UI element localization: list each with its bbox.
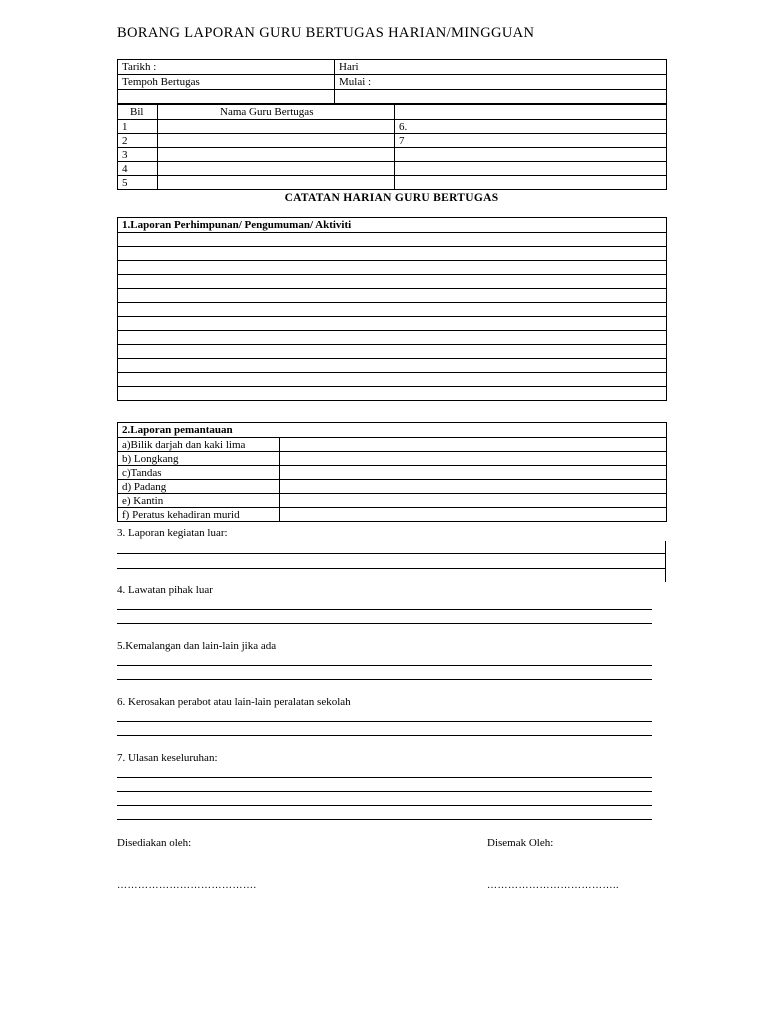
section7-label: 7. Ulasan keseluruhan:: [117, 752, 218, 764]
duty-row-number: 5: [118, 176, 158, 190]
duty-row-number: 3: [118, 148, 158, 162]
section1-blank-row: [118, 387, 667, 401]
section6-line: [117, 735, 652, 736]
section1-blank-row: [118, 289, 667, 303]
monitoring-item-value: [280, 466, 667, 480]
monitoring-item-value: [280, 452, 667, 466]
col-nama-header: Nama Guru Bertugas: [158, 105, 395, 120]
form-title: BORANG LAPORAN GURU BERTUGAS HARIAN/MINGGUAN: [117, 25, 535, 41]
monitoring-item-label: b) Longkang: [118, 452, 280, 466]
monitoring-item-value: [280, 480, 667, 494]
info-blank-cell: [118, 90, 335, 104]
duty-row-extra-cell: [395, 148, 667, 162]
section7-line: [117, 791, 652, 792]
duty-row-name-cell: [158, 134, 395, 148]
section1-blank-row: [118, 233, 667, 247]
info-blank-cell: [335, 90, 667, 104]
section3-line: [117, 568, 666, 569]
monitoring-item-value: [280, 508, 667, 522]
section3-label: 3. Laporan kegiatan luar:: [117, 527, 228, 539]
monitoring-item-label: a)Bilik darjah dan kaki lima: [118, 438, 280, 452]
monitoring-item-label: d) Padang: [118, 480, 280, 494]
duty-row-extra-cell: [395, 176, 667, 190]
section1-blank-row: [118, 345, 667, 359]
section1-blank-row: [118, 303, 667, 317]
col-extra-header: [395, 105, 667, 120]
monitoring-item-label: e) Kantin: [118, 494, 280, 508]
section6-line: [117, 721, 652, 722]
section1-blank-row: [118, 261, 667, 275]
monitoring-item-value: [280, 438, 667, 452]
hari-label: Hari: [335, 60, 667, 75]
section1-blank-row: [118, 247, 667, 261]
section4-line: [117, 623, 652, 624]
mulai-label: Mulai :: [335, 75, 667, 90]
section2-table: [117, 422, 667, 522]
section1-blank-row: [118, 275, 667, 289]
section1-blank-row: [118, 359, 667, 373]
section1-table: [117, 217, 667, 401]
section1-blank-row: [118, 331, 667, 345]
section4-label: 4. Lawatan pihak luar: [117, 584, 213, 596]
tempoh-label: Tempoh Bertugas: [118, 75, 335, 90]
section1-title: 1.Laporan Perhimpunan/ Pengumuman/ Aktiviti: [118, 218, 667, 233]
duty-row-extra-cell: [395, 162, 667, 176]
section4-line: [117, 609, 652, 610]
section7-line: [117, 777, 652, 778]
section1-blank-row: [118, 373, 667, 387]
section5-line: [117, 665, 652, 666]
section6-label: 6. Kerosakan perabot atau lain-lain peralatan sekolah: [117, 696, 351, 708]
checked-by-label: Disemak Oleh:: [487, 837, 554, 849]
duty-row-name-cell: [158, 148, 395, 162]
prepared-by-label: Disediakan oleh:: [117, 837, 192, 849]
duty-teacher-table: [117, 104, 667, 190]
duty-row-number: 2: [118, 134, 158, 148]
section3-line: [117, 553, 666, 554]
daily-notes-heading: CATATAN HARIAN GURU BERTUGAS: [284, 192, 499, 204]
monitoring-item-label: c)Tandas: [118, 466, 280, 480]
section7-line: [117, 819, 652, 820]
section5-line: [117, 679, 652, 680]
duty-row-number: 1: [118, 120, 158, 134]
section2-title: 2.Laporan pemantauan: [118, 423, 667, 438]
monitoring-item-label: f) Peratus kehadiran murid: [118, 508, 280, 522]
section5-label: 5.Kemalangan dan lain-lain jika ada: [117, 640, 277, 652]
section3-border: [665, 541, 666, 582]
tarikh-label: Tarikh :: [118, 60, 335, 75]
duty-row-extra-cell: 6.: [395, 120, 667, 134]
monitoring-item-value: [280, 494, 667, 508]
duty-row-number: 4: [118, 162, 158, 176]
duty-row-name-cell: [158, 162, 395, 176]
duty-row-extra-cell: 7: [395, 134, 667, 148]
duty-row-name-cell: [158, 120, 395, 134]
duty-row-name-cell: [158, 176, 395, 190]
checked-signature-line: ………………………………..: [487, 880, 619, 891]
section1-blank-row: [118, 317, 667, 331]
section7-line: [117, 805, 652, 806]
col-bil-header: Bil: [118, 105, 158, 120]
info-table: [117, 59, 667, 104]
prepared-signature-line: ………………………………….: [117, 880, 257, 891]
